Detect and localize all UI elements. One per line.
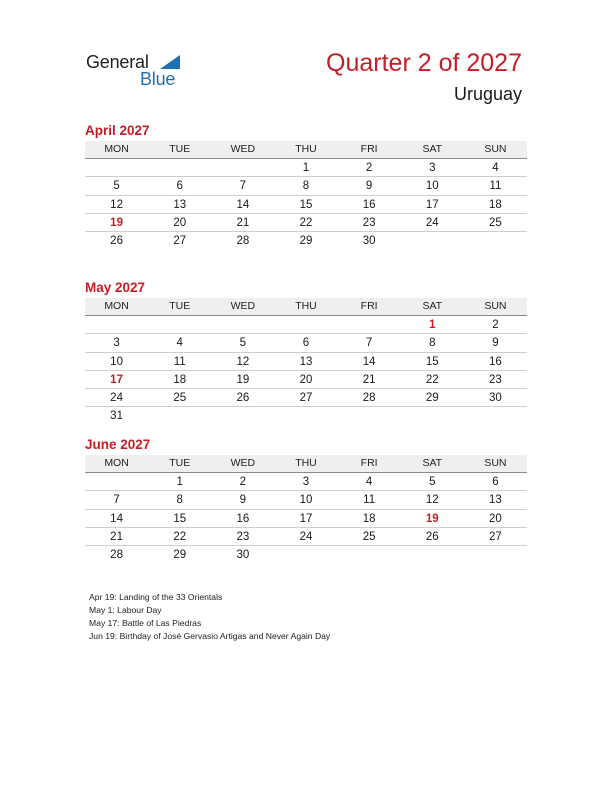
day-cell: 9 bbox=[239, 494, 247, 507]
week-row bbox=[85, 528, 527, 546]
day-cell: 25 bbox=[362, 530, 376, 543]
weekday-label: SAT bbox=[422, 143, 443, 155]
page-title: Quarter 2 of 2027 bbox=[326, 49, 522, 77]
day-cell: 2 bbox=[365, 162, 373, 174]
day-cell: 13 bbox=[173, 198, 187, 211]
day-cell: 1 bbox=[302, 162, 310, 174]
weekday-label: THU bbox=[295, 300, 317, 312]
day-cell: 10 bbox=[425, 180, 439, 193]
day-cell: 18 bbox=[173, 373, 187, 386]
day-cell: 21 bbox=[110, 530, 123, 543]
day-cell: 11 bbox=[363, 494, 376, 507]
week-row bbox=[85, 491, 527, 509]
day-cell: 22 bbox=[299, 216, 313, 229]
holiday-date: 17 bbox=[110, 373, 123, 386]
day-cell: 2 bbox=[492, 319, 499, 331]
day-cell bbox=[274, 407, 337, 424]
day-cell: 15 bbox=[173, 512, 187, 525]
day-cell: 30 bbox=[362, 235, 376, 248]
day-cell: 13 bbox=[489, 494, 502, 507]
day-cell: 6 bbox=[492, 476, 499, 488]
day-cell: 14 bbox=[110, 512, 123, 525]
day-cell bbox=[148, 316, 211, 333]
holiday-note: May 1: Labour Day bbox=[89, 605, 162, 615]
month-name: April 2027 bbox=[85, 123, 150, 138]
holiday-note: May 17: Battle of Las Piedras bbox=[89, 618, 202, 628]
week-row bbox=[85, 546, 527, 563]
week-row bbox=[85, 196, 527, 214]
weekday-label: FRI bbox=[360, 457, 378, 469]
day-cell: 24 bbox=[299, 530, 313, 543]
day-cell: 14 bbox=[236, 198, 250, 211]
day-cell: 8 bbox=[302, 180, 310, 193]
day-cell: 17 bbox=[425, 198, 439, 211]
day-cell: 1 bbox=[176, 476, 183, 488]
weekday-label: SAT bbox=[422, 457, 443, 469]
day-cell: 5 bbox=[239, 337, 247, 350]
generalblue-logo bbox=[86, 52, 186, 92]
day-cell: 7 bbox=[239, 180, 247, 193]
day-cell: 28 bbox=[236, 235, 250, 248]
weekday-label: FRI bbox=[360, 300, 378, 312]
day-cell: 3 bbox=[429, 162, 436, 174]
weekday-label: WED bbox=[230, 143, 256, 155]
day-cell: 29 bbox=[425, 392, 439, 405]
holiday-date: 19 bbox=[110, 216, 123, 229]
day-cell bbox=[338, 407, 401, 424]
day-cell: 11 bbox=[489, 180, 502, 193]
day-cell: 15 bbox=[299, 198, 313, 211]
day-cell bbox=[85, 316, 148, 333]
week-row bbox=[85, 407, 527, 424]
day-cell: 21 bbox=[362, 373, 376, 386]
logo-word-blue: Blue bbox=[140, 69, 176, 89]
weekday-label: MON bbox=[104, 143, 129, 155]
weekday-label: WED bbox=[230, 300, 256, 312]
weekday-header bbox=[85, 141, 527, 159]
day-cell bbox=[401, 546, 464, 563]
day-cell: 28 bbox=[362, 392, 376, 405]
weekday-label: SUN bbox=[484, 457, 507, 469]
day-cell bbox=[464, 407, 527, 424]
day-cell: 12 bbox=[236, 355, 250, 368]
day-cell: 6 bbox=[176, 180, 183, 193]
day-cell: 20 bbox=[173, 216, 187, 229]
weekday-label: TUE bbox=[169, 457, 191, 469]
day-cell: 22 bbox=[173, 530, 187, 543]
holiday-notes bbox=[89, 591, 330, 643]
weekday-label: THU bbox=[295, 143, 317, 155]
day-cell bbox=[211, 316, 274, 333]
week-row bbox=[85, 334, 527, 352]
weekday-header bbox=[85, 455, 527, 473]
weekday-header bbox=[85, 298, 527, 316]
day-cell: 24 bbox=[110, 392, 123, 405]
day-cell: 12 bbox=[110, 198, 123, 211]
day-cell: 23 bbox=[362, 216, 376, 229]
day-cell bbox=[401, 407, 464, 424]
weekday-label: MON bbox=[104, 300, 129, 312]
day-cell: 18 bbox=[362, 512, 376, 525]
month-block bbox=[85, 122, 527, 249]
day-cell: 29 bbox=[299, 235, 313, 248]
day-cell: 15 bbox=[425, 355, 439, 368]
day-cell: 27 bbox=[489, 530, 502, 543]
week-row bbox=[85, 159, 527, 177]
holiday-note: Jun 19: Birthday of José Gervasio Artigas and Never Again Day bbox=[89, 631, 331, 641]
day-cell: 9 bbox=[365, 180, 373, 193]
day-cell: 17 bbox=[299, 512, 313, 525]
week-row bbox=[85, 214, 527, 232]
day-cell: 16 bbox=[362, 198, 376, 211]
holiday-date: 19 bbox=[425, 512, 439, 525]
day-cell bbox=[85, 159, 148, 176]
day-cell: 2 bbox=[239, 476, 247, 488]
day-cell bbox=[211, 407, 274, 424]
day-cell: 26 bbox=[110, 235, 123, 248]
day-cell bbox=[85, 473, 148, 490]
day-cell: 16 bbox=[489, 355, 502, 368]
day-cell: 31 bbox=[110, 410, 123, 423]
month-block bbox=[85, 279, 527, 425]
month-name: May 2027 bbox=[85, 280, 146, 295]
day-cell: 4 bbox=[176, 337, 183, 350]
day-cell: 14 bbox=[362, 355, 376, 368]
weekday-label: TUE bbox=[169, 300, 191, 312]
day-cell: 27 bbox=[173, 235, 187, 248]
day-cell: 7 bbox=[113, 494, 120, 507]
day-cell: 30 bbox=[489, 392, 502, 405]
day-cell: 20 bbox=[299, 373, 313, 386]
day-cell bbox=[211, 159, 274, 176]
day-cell: 13 bbox=[299, 355, 313, 368]
day-cell: 25 bbox=[173, 392, 187, 405]
day-cell: 6 bbox=[302, 337, 310, 350]
day-cell: 28 bbox=[110, 549, 123, 562]
day-cell: 5 bbox=[429, 476, 436, 488]
weekday-label: WED bbox=[230, 457, 256, 469]
day-cell bbox=[464, 232, 527, 249]
weekday-label: SAT bbox=[422, 300, 443, 312]
day-cell: 8 bbox=[429, 337, 436, 350]
day-cell: 4 bbox=[365, 476, 373, 488]
day-cell: 10 bbox=[110, 355, 123, 368]
day-cell: 18 bbox=[489, 198, 502, 211]
week-row bbox=[85, 510, 527, 528]
day-cell bbox=[148, 159, 211, 176]
month-block bbox=[85, 436, 527, 563]
day-cell: 7 bbox=[365, 337, 373, 350]
holiday-date: 1 bbox=[429, 319, 436, 331]
week-row bbox=[85, 316, 527, 334]
day-cell: 23 bbox=[236, 530, 250, 543]
day-cell bbox=[464, 546, 527, 563]
day-cell: 24 bbox=[425, 216, 439, 229]
weekday-label: SUN bbox=[484, 143, 507, 155]
day-cell bbox=[338, 546, 401, 563]
day-cell: 26 bbox=[425, 530, 439, 543]
day-cell bbox=[274, 546, 337, 563]
weekday-label: THU bbox=[295, 457, 317, 469]
week-row bbox=[85, 371, 527, 389]
day-cell bbox=[338, 316, 401, 333]
month-name: June 2027 bbox=[85, 437, 151, 452]
day-cell: 23 bbox=[489, 373, 502, 386]
day-cell: 3 bbox=[113, 337, 120, 350]
week-row bbox=[85, 473, 527, 491]
day-cell bbox=[274, 316, 337, 333]
day-cell: 26 bbox=[236, 392, 250, 405]
day-cell bbox=[401, 232, 464, 249]
day-cell: 11 bbox=[173, 355, 186, 368]
weekday-label: TUE bbox=[169, 143, 191, 155]
day-cell: 9 bbox=[492, 337, 499, 350]
weekday-label: SUN bbox=[484, 300, 507, 312]
day-cell: 5 bbox=[113, 180, 120, 193]
week-row bbox=[85, 389, 527, 407]
weekday-label: FRI bbox=[360, 143, 378, 155]
day-cell: 4 bbox=[492, 162, 499, 174]
logo-triangle-icon bbox=[160, 55, 180, 69]
day-cell: 22 bbox=[425, 373, 439, 386]
day-cell bbox=[148, 407, 211, 424]
day-cell: 25 bbox=[489, 216, 502, 229]
week-row bbox=[85, 232, 527, 249]
day-cell: 19 bbox=[236, 373, 250, 386]
day-cell: 8 bbox=[176, 494, 183, 507]
holiday-note: Apr 19: Landing of the 33 Orientals bbox=[89, 592, 223, 602]
day-cell: 3 bbox=[302, 476, 310, 488]
logo-word-general: General bbox=[86, 52, 149, 72]
day-cell: 21 bbox=[236, 216, 250, 229]
day-cell: 20 bbox=[489, 512, 502, 525]
day-cell: 29 bbox=[173, 549, 187, 562]
country-name: Uruguay bbox=[453, 84, 522, 104]
day-cell: 10 bbox=[299, 494, 313, 507]
day-cell: 27 bbox=[299, 392, 313, 405]
week-row bbox=[85, 177, 527, 195]
day-cell: 12 bbox=[425, 494, 439, 507]
day-cell: 30 bbox=[236, 549, 250, 562]
week-row bbox=[85, 353, 527, 371]
day-cell: 16 bbox=[236, 512, 250, 525]
weekday-label: MON bbox=[104, 457, 129, 469]
